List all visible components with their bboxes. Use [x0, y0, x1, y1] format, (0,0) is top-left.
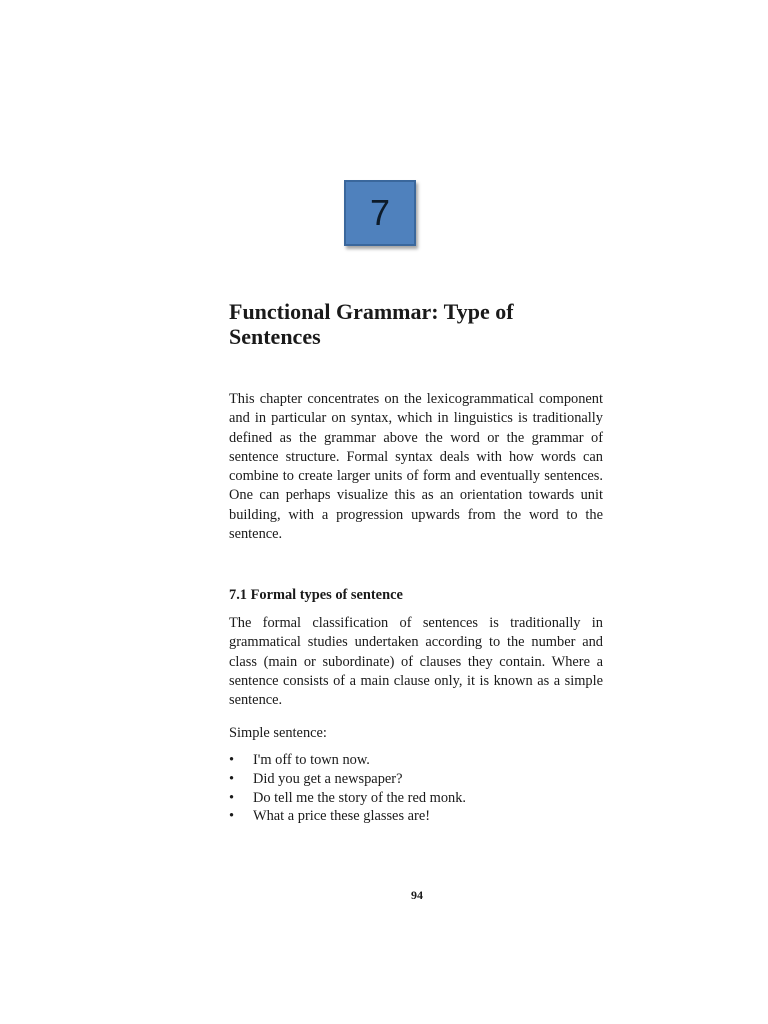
- intro-paragraph: This chapter concentrates on the lexicogrammatical component and in particular on syntax, which in linguistics is traditionally defined as the grammar above the word or the grammar of sentence structure. Formal syntax deals with how words can combine to create larger units of form and eventually sentences. One can perhaps visualize this as an orientation towards unit building, with a progression upwards from the word to the sentence.: [229, 391, 603, 543]
- bullet-icon: •: [229, 770, 235, 787]
- page-number: 94: [411, 888, 423, 902]
- bullet-icon: •: [229, 752, 235, 768]
- example-sentence: Did you get a newspaper?: [253, 770, 403, 787]
- chapter-number-box: [344, 180, 416, 246]
- list-item: [229, 807, 466, 826]
- list-item: [229, 751, 466, 770]
- list-item: [229, 770, 466, 789]
- bullet-icon: •: [229, 808, 235, 825]
- example-list: [229, 751, 466, 826]
- chapter-title: Functional Grammar: Type of Sentences: [229, 299, 514, 349]
- list-item: [229, 789, 466, 808]
- bullet-icon: •: [229, 789, 235, 806]
- section-heading: 7.1 Formal types of sentence: [229, 587, 403, 603]
- example-sentence: I'm off to town now.: [253, 752, 370, 768]
- simple-sentence-label: Simple sentence:: [229, 725, 327, 741]
- example-sentence: Do tell me the story of the red monk.: [253, 789, 467, 806]
- example-sentence: What a price these glasses are!: [253, 808, 430, 825]
- chapter-number: 7: [369, 192, 391, 233]
- section-paragraph: The formal classification of sentences is traditionally in grammatical studies undertaken according to the number and class (main or subordinate) of clauses they contain. Where a sentence consists of a main clause only, it is known as a simple sentence.: [229, 615, 603, 709]
